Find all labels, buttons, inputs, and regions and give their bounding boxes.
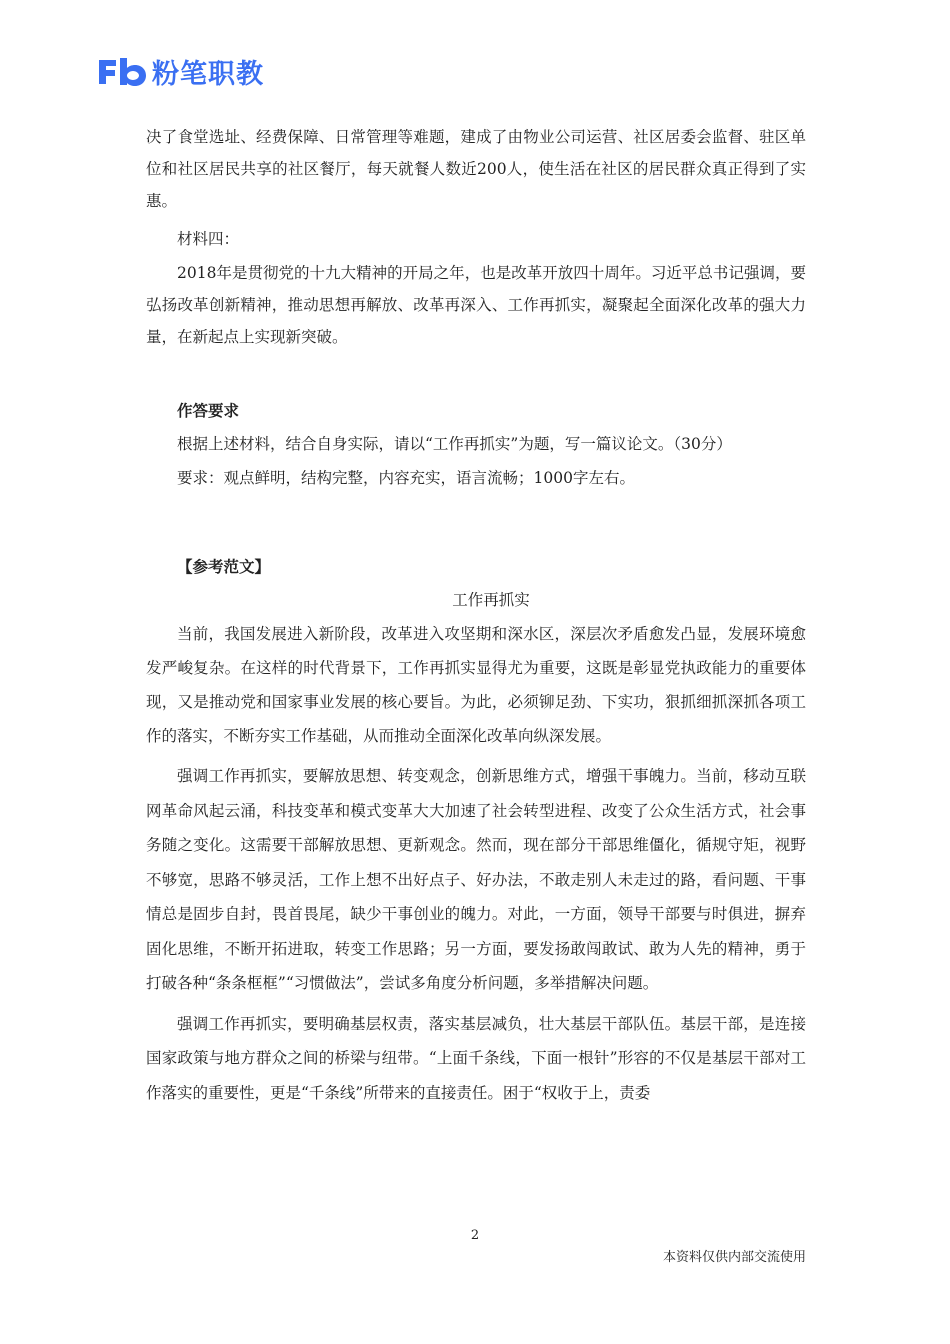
material-4-label: 材料四： <box>177 230 240 248</box>
footer-note: 本资料仅供内部交流使用 <box>662 1250 806 1265</box>
fenbi-logo-icon <box>96 56 148 86</box>
answer-requirements-heading: 作答要求 <box>177 402 240 420</box>
reference-essay-heading: 【参考范文】 <box>177 558 271 576</box>
answer-requirements-line-2: 要求：观点鲜明，结构完整，内容充实，语言流畅；1000字左右。 <box>177 469 635 487</box>
essay-paragraph: 强调工作再抓实，要解放思想、转变观念，创新思维方式，增强干事魄力。当前，移动互联网革命风起云涌，科技变革和模式变革大大加速了社会转型进程、改变了公众生活方式，社会事务随之变化。这需要干部解放思想、更新观念。然而，现在部分干部思维僵化，循规守矩，视野不够宽，思路不够灵活，工作上想不出好点子、好办法，不敢走别人未走过的路，看问题、干事情总是固步自封，畏首畏尾，缺少干事创业的魄力。对此，一方面，领导干部要与时俱进，摒弃固化思维，不断开拓进取，转变工作思路；另一方面，要发扬敢闯敢试、敢为人先的精神，勇于打破各种“条条框框”“习惯做法”，尝试多角度分析问题，多举措解决问题。 <box>146 767 806 992</box>
page-number: 2 <box>470 1228 480 1243</box>
brand-logo <box>96 54 264 88</box>
answer-requirements-line-1: 根据上述材料，结合自身实际，请以“工作再抓实”为题，写一篇议论文。（30分） <box>177 435 732 453</box>
essay-paragraph: 当前，我国发展进入新阶段，改革进入攻坚期和深水区，深层次矛盾愈发凸显，发展环境愈发严峻复杂。在这样的时代背景下，工作再抓实显得尤为重要，这既是彰显党执政能力的重要体现，又是推动党和国家事业发展的核心要旨。为此，必须铆足劲、下实功，狠抓细抓深抓各项工作的落实，不断夯实工作基础，从而推动全面深化改革向纵深发展。 <box>146 625 806 745</box>
essay-title: 工作再抓实 <box>452 591 530 609</box>
essay-paragraph: 强调工作再抓实，要明确基层权责，落实基层减负，壮大基层干部队伍。基层干部，是连接国家政策与地方群众之间的桥梁与纽带。“上面千条线，下面一根针”形容的不仅是基层干部对工作落实的重要性，更是“千条线”所带来的直接责任。困于“权收于上，责委 <box>146 1014 806 1102</box>
continued-paragraph: 决了食堂选址、经费保障、日常管理等难题，建成了由物业公司运营、社区居委会监督、驻区单位和社区居民共享的社区餐厅，每天就餐人数近200人，使生活在社区的居民群众真正得到了实惠。 <box>146 128 806 210</box>
brand-name: 粉笔职教 <box>152 58 264 90</box>
document-body <box>146 121 806 1110</box>
material-4-text: 2018年是贯彻党的十九大精神的开局之年，也是改革开放四十周年。习近平总书记强调，要弘扬改革创新精神，推动思想再解放、改革再深入、工作再抓实，凝聚起全面深化改革的强大力量，在新起点上实现新突破。 <box>146 264 806 346</box>
